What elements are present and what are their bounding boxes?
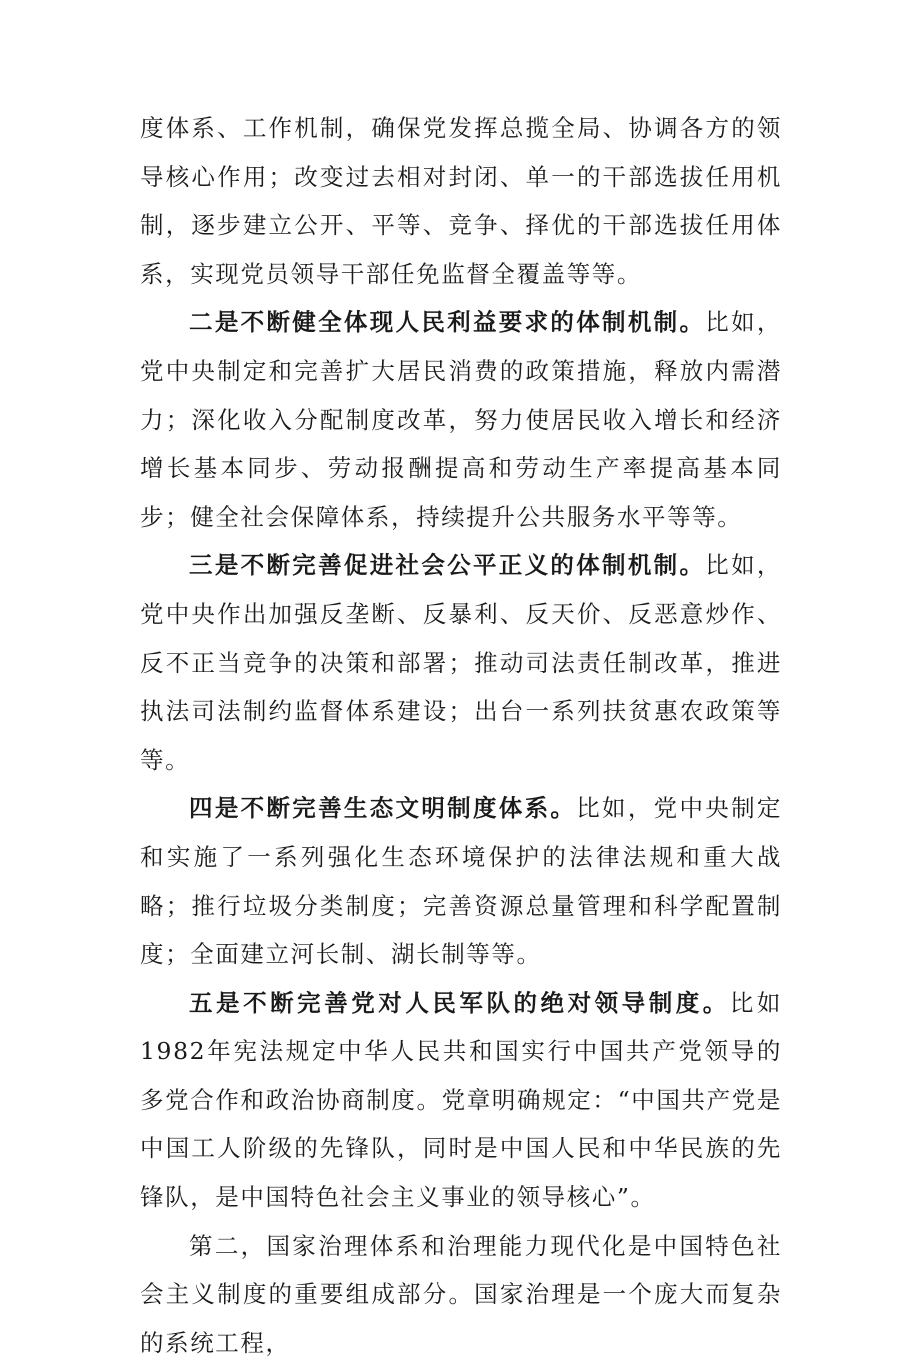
paragraph-5-text: 比如1982年宪法规定中华人民共和国实行中国共产党领导的多党合作和政治协商制度。党章明确规定：“中国共产党是中国工人阶级的先锋队，同时是中国人民和中华民族的先锋队，是中国特色社会主义事业的领导核心”。 [140,988,783,1212]
paragraph-6 [140,1222,782,1367]
paragraph-2-lead: 二是不断健全体现人民利益要求的体制机制。 [189,308,706,337]
paragraph-1 [140,104,782,298]
paragraph-2-text: 比如，党中央制定和完善扩大居民消费的政策措施，释放内需潜力；深化收入分配制度改革，努力使居民收入增长和经济增长基本同步、劳动报酬提高和劳动生产率提高基本同步；健全社会保障体系，持续提升公共服务水平等等。 [140,308,782,531]
paragraph-4 [140,784,782,978]
body-text [140,104,782,1367]
paragraph-5 [140,979,782,1222]
paragraph-4-text: 比如，党中央制定和实施了一系列强化生态环境保护的法律法规和重大战略；推行垃圾分类制度；完善资源总量管理和科学配置制度；全面建立河长制、湖长制等等。 [140,794,782,969]
paragraph-3 [140,541,782,784]
paragraph-6-text: 第二，国家治理体系和治理能力现代化是中国特色社会主义制度的重要组成部分。国家治理是一个庞大而复杂的系统工程， [140,1231,782,1357]
paragraph-4-lead: 四是不断完善生态文明制度体系。 [189,794,577,823]
paragraph-3-lead: 三是不断完善促进社会公平正义的体制机制。 [189,551,706,580]
paragraph-3-text: 比如，党中央作出加强反垄断、反暴利、反天价、反恶意炒作、反不正当竞争的决策和部署；推动司法责任制改革，推进执法司法制约监督体系建设；出台一系列扶贫惠农政策等等。 [140,551,782,774]
paragraph-5-lead: 五是不断完善党对人民军队的绝对领导制度。 [189,988,730,1017]
paragraph-1-text: 度体系、工作机制，确保党发挥总揽全局、协调各方的领导核心作用；改变过去相对封闭、单一的干部选拔任用机制，逐步建立公开、平等、竞争、择优的干部选拔任用体系，实现党员领导干部任免监督全覆盖等等。 [140,114,782,288]
paragraph-2 [140,298,782,541]
